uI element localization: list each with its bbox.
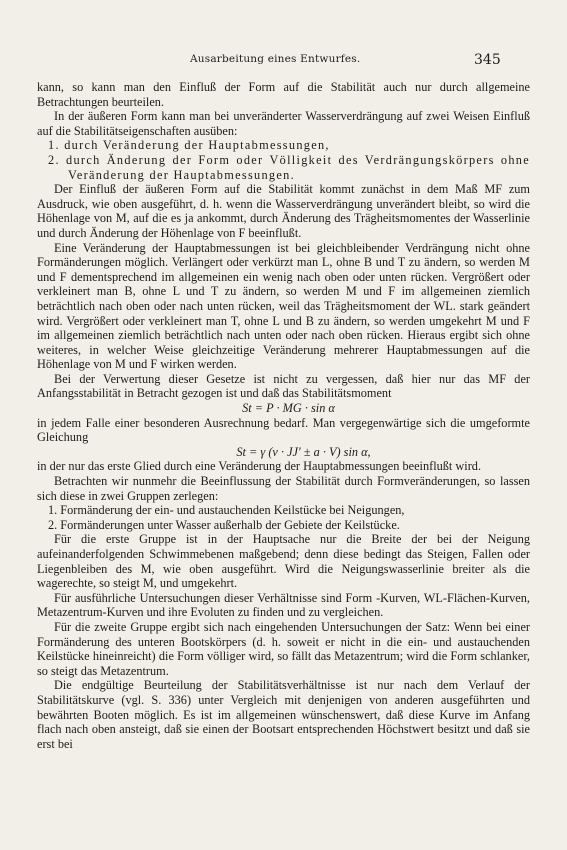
page-body	[37, 80, 530, 751]
page-number: 345	[474, 52, 501, 68]
paragraph: in jedem Falle einer besonderen Ausrechnung bedarf. Man vergegenwärtige sich die umgeformte Gleichung	[37, 415, 530, 445]
paragraph: In der äußeren Form kann man bei unveränderter Wasserverdrängung auf zwei Weisen Einfluß auf die Stabilitätseigenschaften ausüben:	[37, 109, 530, 138]
paragraph: Die endgültige Beurteilung der Stabilitätsverhältnisse ist nur nach dem Verlauf der Stabilitätskurve (vgl. S. 336) unter Vergleich mit denjenigen von anderen ausgeführten und bewährten Booten möglich. Es ist im allgemeinen wünschenswert, daß diese Kurve im Anfang flach nach oben ansteigt, daß sie einen der Bootsart entsprechenden Höchstwert besitzt und daß sie erst bei	[37, 678, 530, 751]
page-header	[0, 50, 567, 68]
list-item: 2. Formänderungen unter Wasser außerhalb der Gebiete der Keilstücke.	[48, 517, 400, 532]
paragraph: Der Einfluß der äußeren Form auf die Stabilität kommt zunächst in dem Maß MF zum Ausdruck, wie oben ausgeführt, d. h. wenn die Wasserverdrängung unverändert bleibt, so wird die Höhenlage von M, auf die es ja ankommt, durch Änderung des Trägheitsmomentes der Wasserlinie und durch Änderung der Höhenlage von F beeinflußt.	[37, 182, 530, 240]
paragraph: kann, so kann man den Einfluß der Form auf die Stabilität auch nur durch allgemeine Betrachtungen beurteilen.	[37, 80, 530, 109]
paragraph: Für ausführliche Untersuchungen dieser Verhältnisse sind Form -Kurven, WL-Flächen-Kurven, Metazentrum-Kurven und ihre Evoluten zu finden und zu vergleichen.	[37, 590, 530, 620]
paragraph: Betrachten wir nunmehr die Beeinflussung der Stabilität durch Formveränderungen, so lassen sich diese in zwei Gruppen zerlegen:	[37, 474, 530, 503]
list-item: 2. durch Änderung der Form oder Völligkeit des Verdrängungskörpers ohne Veränderung der Hauptabmessungen.	[48, 152, 530, 182]
paragraph: Für die erste Gruppe ist in der Hauptsache nur die Breite der bei der Neigung aufeinanderfolgenden Schwimmebenen maßgebend; denn diese bedingt das Steigen, Fallen oder Liegenbleiben des M, wie oben ausgeführt. Wird die Neigungswasserlinie breiter als die wagerechte, so steigt M, und umgekehrt.	[37, 532, 530, 591]
paragraph: Für die zweite Gruppe ergibt sich nach eingehenden Untersuchungen der Satz: Wenn bei einer Formänderung des unteren Bootskörpers (d. h. soweit er nicht in die ein- und austauchenden Keilstücke hineinreicht) die Form völliger wird, so fällt das Metazentrum; wird die Form schlanker, so steigt das Metazentrum.	[37, 619, 530, 678]
list-item: 1. Formänderung der ein- und austauchenden Keilstücke bei Neigungen,	[48, 503, 405, 518]
running-title: Ausarbeitung eines Entwurfes.	[190, 53, 361, 65]
paragraph: Bei der Verwertung dieser Gesetze ist nicht zu vergessen, daß hier nur das MF der Anfangsstabilität in Betracht gezogen ist und daß das Stabilitätsmoment	[37, 371, 530, 401]
paragraph: in der nur das erste Glied durch eine Veränderung der Hauptabmessungen beeinflußt wird.	[37, 459, 482, 474]
paragraph: Eine Veränderung der Hauptabmessungen ist bei gleichbleibender Verdrängung nicht ohne Formänderungen möglich. Verlängert oder verkürzt man L, ohne B und T zu ändern, so werden M und F dementsprechend im allgemeinen ein wenig nach oben oder unten rücken. Vergrößert oder verkleinert man B, ohne L und T zu ändern, so werden M und F im allgemeinen ziemlich beträchtlich nach oben oder nach unten rücken, weil das Trägheitsmoment der WL. stark geändert wird. Vergrößert oder verkleinert man T, ohne L und B zu ändern, so werden umgekehrt M und F im allgemeinen ziemlich beträchtlich nach unten oder nach oben rücken. Hieraus ergibt sich ohne weiteres, in welcher Weise gleichzeitige Veränderung mehrerer Hauptabmessungen auf die Höhenlage von M und F wirken werden.	[37, 240, 530, 372]
list-item: 1. durch Veränderung der Hauptabmessungen,	[48, 138, 330, 153]
equation-transformed: St = γ (v · JJ′ ± a · V) sin α,	[236, 444, 371, 459]
equation-stability-moment: St = P · MG · sin α	[242, 401, 335, 416]
